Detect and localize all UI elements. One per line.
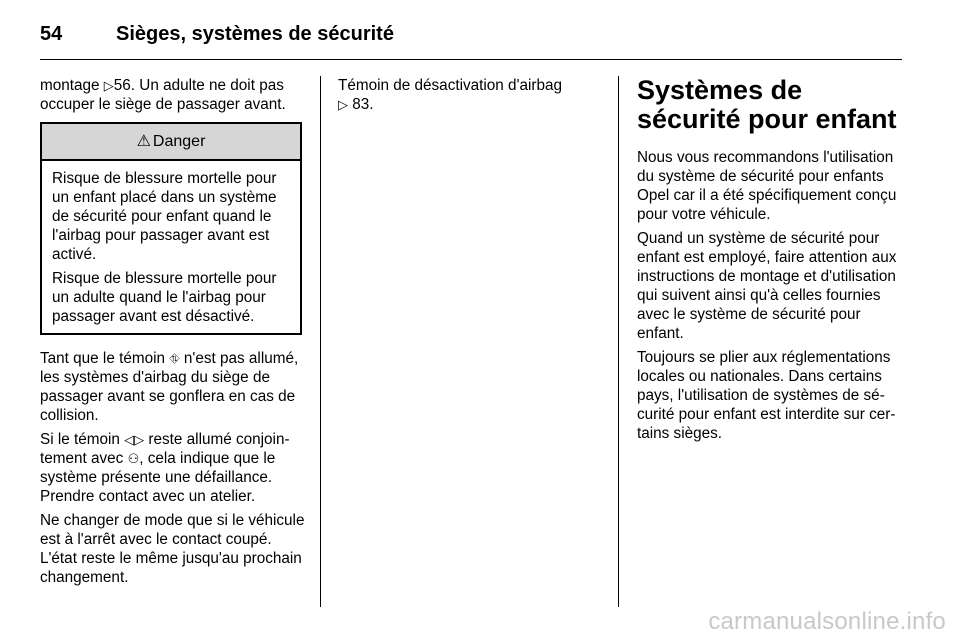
- danger-text-1: Risque de blessure mortelle pour un enfant placé dans un système de sécurité pour enfant quand le l'airbag pour passager avant est activé.: [52, 170, 277, 263]
- watermark: carmanualsonline.info: [708, 608, 946, 635]
- paragraph-recommandons: Nous vous recommandons l'utilisation du système de sécurité pour enfants Opel car il a été spécifiquement conçu pour votre véhicule.: [637, 149, 897, 223]
- paragraph-quand: Quand un système de sécurité pour enfant est employé, faire attention aux instructions de montage et d'utilisation qui suivent ainsi qu'à celles fournies avec le système de sécurité pour enfant.: [637, 230, 897, 342]
- paragraph-tant-que: Tant que le témoin ⛗ n'est pas allumé, les systèmes d'airbag du siège de passager avant se gonflera en cas de collision.: [40, 350, 299, 424]
- paragraph-ne-changer: Ne changer de mode que si le véhicule est à l'arrêt avec le contact coupé. L'état reste le même jusqu'au prochain changement.: [40, 512, 305, 586]
- page-header: [40, 22, 394, 46]
- danger-body: [42, 161, 300, 333]
- column-right: [637, 76, 909, 448]
- danger-title: Danger: [152, 133, 206, 150]
- danger-text-2: Risque de blessure mortelle pour un adulte quand le l'airbag pour passager avant est désactivé.: [52, 270, 277, 325]
- column-separator-2: [618, 76, 619, 607]
- page-number: 54: [40, 23, 63, 45]
- paragraph-si-temoin: Si le témoin ◁▷ reste allumé conjointement avec ⚇, cela indique que le système présente une défaillance. Prendre contact avec un atelier.: [40, 431, 290, 505]
- column-middle: [338, 76, 610, 119]
- intro-paragraph: montage ▷56. Un adulte ne doit pas occuper le siège de passager avant.: [40, 77, 286, 113]
- reference-arrow-icon: ▷: [338, 97, 348, 112]
- column-separator-1: [320, 76, 321, 607]
- warning-triangle-icon: ⚠: [136, 133, 151, 150]
- airbag-indicator-icon: ◁▷: [124, 432, 145, 447]
- paragraph-temoin: Témoin de désactivation d'airbag ▷ 83.: [338, 77, 563, 113]
- paragraph-toujours: Toujours se plier aux réglementations locales ou nationales. Dans certains pays, l'utilisation de systèmes de sécurité pour enfant est interdite sur certains sièges.: [637, 349, 896, 442]
- header-rule: [40, 59, 902, 60]
- reference-arrow-icon: ▷: [103, 78, 114, 93]
- page-title: Sièges, systèmes de sécurité: [116, 23, 394, 45]
- airbag-warning-icon: ⚇: [127, 451, 140, 466]
- danger-box: [40, 122, 302, 335]
- airbag-off-icon: ⛗: [169, 351, 180, 366]
- section-heading: Systèmes de sécurité pour enfant: [637, 75, 897, 134]
- danger-header: [42, 124, 300, 161]
- column-left: [40, 76, 306, 592]
